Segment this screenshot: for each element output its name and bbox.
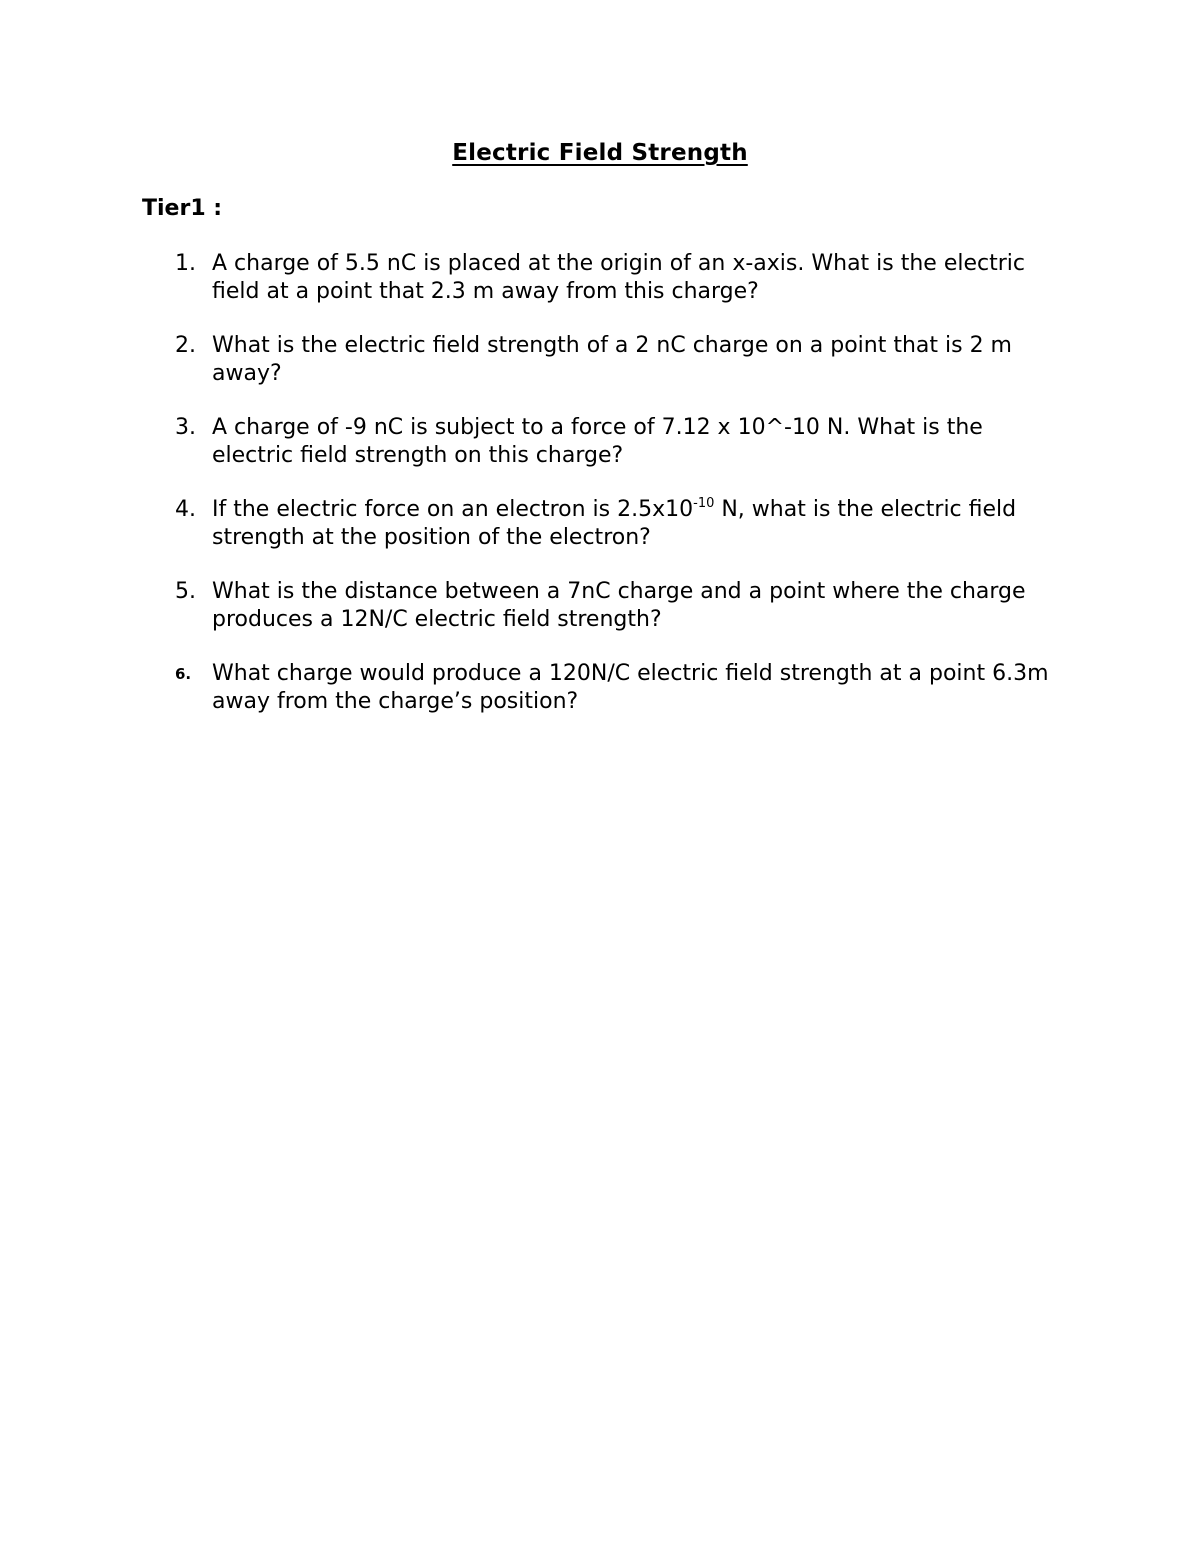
question-item-6	[0, 660, 1200, 716]
question-item-5	[0, 578, 1200, 634]
question-text: A charge of 5.5 nC is placed at the origin of an x-axis. What is the electric field at a point that 2.3 m away from this charge?	[212, 251, 1025, 304]
question-number: 2.	[175, 333, 196, 358]
page-title: Electric Field Strength	[452, 140, 748, 166]
question-number: 1.	[175, 251, 196, 276]
section-heading: Tier1 :	[142, 196, 223, 221]
question-number: 4.	[175, 497, 196, 522]
question-item-2	[0, 332, 1200, 388]
question-text	[212, 496, 1052, 552]
question-number: 6.	[175, 665, 192, 683]
question-text: What is the distance between a 7nC charge and a point where the charge produces a 12N/C electric field strength?	[212, 579, 1026, 632]
question-text-before: If the electric force on an electron is 2.5x10	[212, 497, 694, 522]
question-number: 5.	[175, 579, 196, 604]
question-item-3	[0, 414, 1200, 470]
exponent-superscript: -10	[693, 496, 715, 511]
question-text: A charge of -9 nC is subject to a force of 7.12 x 10^-10 N. What is the electric field strength on this charge?	[212, 415, 983, 468]
question-text-after: N, what is the electric field strength at the position of the electron?	[212, 497, 1017, 550]
question-text: What charge would produce a 120N/C electric field strength at a point 6.3m away from the charge’s position?	[212, 661, 1049, 714]
question-text: What is the electric field strength of a 2 nC charge on a point that is 2 m away?	[212, 333, 1012, 386]
question-item-4	[0, 496, 1200, 552]
question-list	[0, 250, 1200, 742]
question-number: 3.	[175, 415, 196, 440]
question-item-1	[0, 250, 1200, 306]
